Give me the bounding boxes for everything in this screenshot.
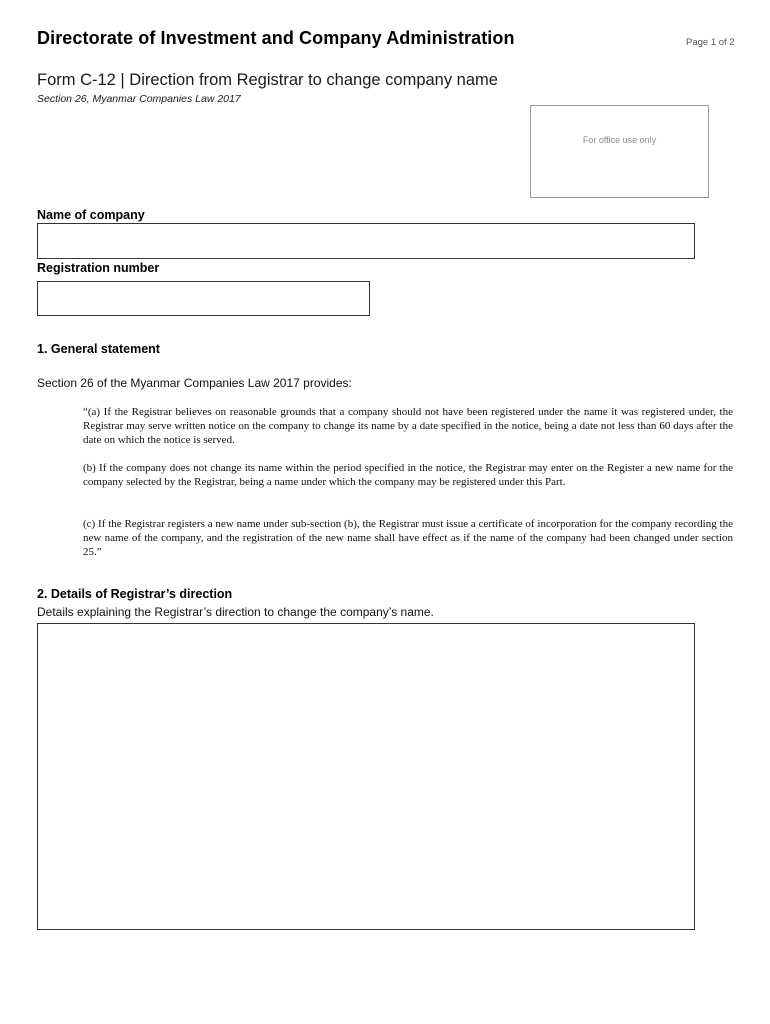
general-statement-intro: Section 26 of the Myanmar Companies Law 2017 provides:: [37, 376, 352, 390]
registration-number-field[interactable]: [37, 281, 370, 316]
general-statement-heading: 1. General statement: [37, 342, 160, 356]
registration-number-label: Registration number: [37, 261, 160, 275]
quote-paragraph-a: “(a) If the Registrar believes on reasonable grounds that a company should not have been registered under the name it was registered under, the Registrar may serve written notice on the company to change its name by a date specified in the notice, being a date not less than 60 days after the date on which the notice is served.: [83, 406, 733, 446]
form-title: Form C-12 | Direction from Registrar to change company name: [37, 71, 498, 89]
registrar-direction-description: Details explaining the Registrar’s direction to change the company’s name.: [37, 605, 434, 619]
company-name-label: Name of company: [37, 208, 145, 222]
form-subtitle: Section 26, Myanmar Companies Law 2017: [37, 93, 241, 105]
office-use-label: For office use only: [582, 135, 657, 145]
quote-paragraph-c: (c) If the Registrar registers a new name under sub-section (b), the Registrar must issue a certificate of incorporation for the company recording the new name of the company, and the registration of the new name shall have effect as if the name of the company had been changed under section 25.”: [83, 518, 733, 558]
page-number: Page 1 of 2: [686, 37, 735, 48]
registrar-direction-details-field[interactable]: [37, 623, 695, 930]
quote-paragraph-b: (b) If the company does not change its name within the period specified in the notice, the Registrar may enter on the Register a new name for the company selected by the Registrar, being a name under which the company may be registered under this Part.: [83, 462, 733, 488]
company-name-field[interactable]: [37, 223, 695, 259]
page-title: Directorate of Investment and Company Administration: [37, 28, 515, 48]
registrar-direction-heading: 2. Details of Registrar’s direction: [37, 587, 233, 601]
office-use-box: [530, 105, 709, 198]
